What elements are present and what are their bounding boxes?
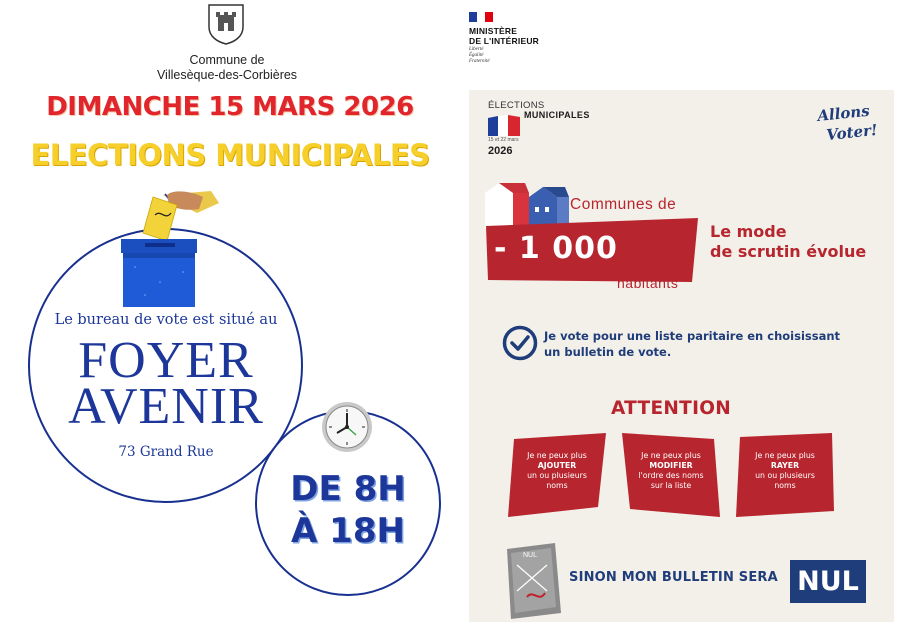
rule-card-verb: MODIFIER bbox=[649, 461, 693, 470]
habitants-label: habitants bbox=[617, 275, 679, 291]
slogan-line-1: Allons bbox=[816, 101, 871, 126]
rule-card-verb: AJOUTER bbox=[537, 461, 577, 470]
election-dates-small: 15 et 22 mars bbox=[488, 137, 519, 143]
vote-instruction-line-1: Je vote pour une liste paritaire en choisissant bbox=[544, 329, 841, 343]
sinon-warning-text: SINON MON BULLETIN SERA bbox=[569, 570, 778, 585]
vote-instruction-line-2: un bulletin de vote. bbox=[544, 345, 672, 359]
ministry-line-2: DE L'INTÉRIEUR bbox=[469, 36, 539, 46]
nul-badge: NUL bbox=[790, 560, 866, 603]
motto-fraternite: Fraternité bbox=[469, 59, 490, 64]
rule-card-modifier bbox=[622, 451, 720, 491]
rule-card-line: noms bbox=[546, 481, 568, 490]
marianne-flag-logo bbox=[469, 12, 493, 22]
french-flag-icon bbox=[488, 115, 520, 136]
commune-name bbox=[120, 53, 334, 83]
motto-liberte: Liberté bbox=[469, 47, 484, 52]
polling-location-name bbox=[40, 332, 292, 435]
mode-scrutin-line-2: de scrutin évolue bbox=[710, 242, 867, 261]
mode-scrutin-line-1: Le mode bbox=[710, 222, 787, 241]
rule-card-line: Je ne peux plus bbox=[641, 451, 701, 460]
allons-voter-slogan bbox=[812, 100, 882, 146]
motto-egalite: Égalité bbox=[469, 53, 484, 58]
rule-card-verb: RAYER bbox=[770, 461, 800, 470]
bureau-de-vote-text: Le bureau de vote est situé au bbox=[54, 312, 278, 328]
republic-motto bbox=[469, 47, 490, 65]
rule-card-line: Je ne peux plus bbox=[755, 451, 815, 460]
election-date-title: DIMANCHE 15 MARS 2026 bbox=[46, 92, 414, 122]
hours-start: DE 8H bbox=[290, 469, 406, 509]
hours-end: À 18H bbox=[291, 511, 405, 551]
ballot-box-icon bbox=[115, 187, 227, 312]
rule-card-line: sur la liste bbox=[650, 481, 692, 490]
rule-card-line: Je ne peux plus bbox=[527, 451, 587, 460]
rule-card-line: noms bbox=[774, 481, 796, 490]
rule-card-line: un ou plusieurs bbox=[527, 471, 587, 480]
communes-de-label: Communes de bbox=[570, 196, 677, 213]
municipales-label: MUNICIPALES bbox=[524, 110, 590, 120]
clock-icon bbox=[320, 400, 374, 454]
polling-address: 73 Grand Rue bbox=[118, 444, 214, 460]
ministere-interieur-title bbox=[469, 26, 539, 46]
commune-label: Commune de bbox=[189, 53, 265, 67]
elections-municipales-title: ELECTIONS MUNICIPALES bbox=[30, 138, 430, 172]
opening-hours bbox=[255, 468, 441, 552]
checkmark-circle-icon bbox=[502, 325, 538, 361]
spoiled-ballot-label: NUL bbox=[523, 552, 538, 559]
rule-card-rayer bbox=[736, 451, 834, 491]
slogan-line-2: Voter! bbox=[825, 120, 879, 145]
election-year: 2026 bbox=[488, 145, 513, 157]
ministry-line-1: MINISTÈRE bbox=[469, 26, 518, 36]
rule-card-ajouter bbox=[508, 451, 606, 491]
rule-card-line: l'ordre des noms bbox=[638, 471, 704, 480]
location-line-2: AVENIR bbox=[68, 378, 264, 435]
elections-label: ÉLECTIONS bbox=[488, 100, 545, 111]
spoiled-ballot-icon bbox=[503, 543, 563, 619]
location-line-1: FOYER bbox=[78, 332, 254, 389]
attention-heading: ATTENTION bbox=[611, 398, 732, 419]
commune-crest-logo bbox=[207, 3, 245, 45]
population-threshold: - 1 000 bbox=[494, 231, 618, 266]
rule-card-line: un ou plusieurs bbox=[755, 471, 815, 480]
commune-town: Villesèque-des-Corbières bbox=[156, 68, 298, 82]
